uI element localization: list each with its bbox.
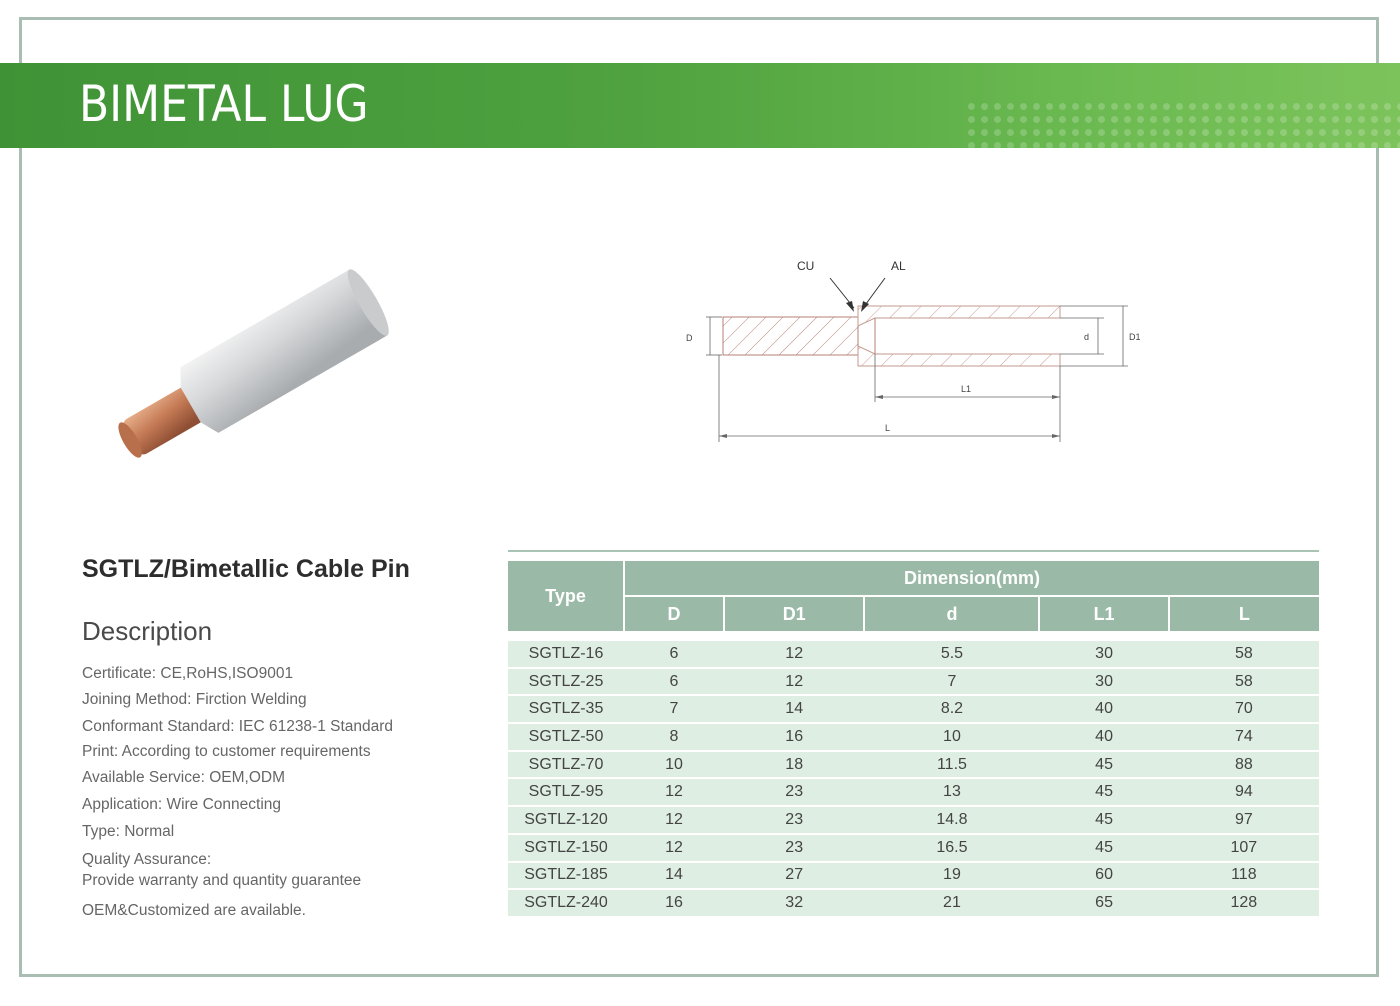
value-cell: 65: [1039, 889, 1168, 916]
value-cell: 8: [624, 723, 724, 751]
value-cell: 94: [1169, 778, 1319, 806]
type-cell: SGTLZ-70: [508, 751, 624, 779]
value-cell: 40: [1039, 723, 1168, 751]
table-spacer-cell: [508, 631, 1319, 640]
value-cell: 16.5: [864, 834, 1039, 862]
type-cell: SGTLZ-16: [508, 640, 624, 668]
cu-label: CU: [797, 259, 815, 273]
d-lower-label: d: [1084, 332, 1090, 342]
table-row: [508, 862, 1319, 890]
table-row: [508, 695, 1319, 723]
value-cell: 97: [1169, 806, 1319, 834]
value-cell: 12: [624, 778, 724, 806]
value-cell: 23: [724, 834, 865, 862]
value-cell: 13: [864, 778, 1039, 806]
value-cell: 6: [624, 640, 724, 668]
l1-label: L1: [961, 384, 972, 394]
value-cell: 19: [864, 862, 1039, 890]
table-row: [508, 668, 1319, 696]
value-cell: 14.8: [864, 806, 1039, 834]
value-cell: 23: [724, 778, 865, 806]
value-cell: 45: [1039, 751, 1168, 779]
type-cell: SGTLZ-185: [508, 862, 624, 890]
description-line: Type: Normal: [82, 823, 175, 840]
description-line: Certificate: CE,RoHS,ISO9001: [82, 665, 294, 682]
type-cell: SGTLZ-25: [508, 668, 624, 696]
value-cell: 5.5: [864, 640, 1039, 668]
description-line: Application: Wire Connecting: [82, 796, 282, 813]
description-line: Print: According to customer requirements: [82, 743, 371, 760]
type-cell: SGTLZ-50: [508, 723, 624, 751]
table-spacer: [508, 631, 1319, 640]
value-cell: 12: [624, 834, 724, 862]
product-title: SGTLZ/Bimetallic Cable Pin: [82, 555, 410, 583]
dimension-header: Dimension(mm): [624, 561, 1319, 596]
value-cell: 45: [1039, 806, 1168, 834]
description-line: Conformant Standard: IEC 61238-1 Standard: [82, 718, 394, 735]
d-upper-label: D: [686, 333, 693, 343]
column-header: D: [624, 596, 724, 631]
table-row: [508, 751, 1319, 779]
column-header: d: [864, 596, 1039, 631]
value-cell: 30: [1039, 668, 1168, 696]
column-header: D1: [724, 596, 865, 631]
description-line: Quality Assurance:: [82, 851, 212, 868]
value-cell: 11.5: [864, 751, 1039, 779]
value-cell: 14: [624, 862, 724, 890]
value-cell: 32: [724, 889, 865, 916]
value-cell: 45: [1039, 834, 1168, 862]
description-line: Available Service: OEM,ODM: [82, 769, 285, 786]
value-cell: 27: [724, 862, 865, 890]
value-cell: 21: [864, 889, 1039, 916]
type-cell: SGTLZ-95: [508, 778, 624, 806]
value-cell: 30: [1039, 640, 1168, 668]
table-top-rule: [508, 550, 1319, 552]
type-cell: SGTLZ-120: [508, 806, 624, 834]
value-cell: 12: [724, 640, 865, 668]
value-cell: 40: [1039, 695, 1168, 723]
dimension-diagram: [680, 250, 1150, 450]
value-cell: 60: [1039, 862, 1168, 890]
banner-title: BIMETAL LUG: [79, 75, 369, 133]
table-row: [508, 834, 1319, 862]
value-cell: 45: [1039, 778, 1168, 806]
value-cell: 12: [624, 806, 724, 834]
description-heading: Description: [82, 616, 213, 646]
d1-label: D1: [1129, 332, 1141, 342]
value-cell: 10: [864, 723, 1039, 751]
type-cell: SGTLZ-35: [508, 695, 624, 723]
value-cell: 7: [864, 668, 1039, 696]
description-line: Joining Method: Firction Welding: [82, 691, 307, 708]
product-image: [95, 255, 425, 475]
l-label: L: [885, 423, 891, 433]
value-cell: 7: [624, 695, 724, 723]
table-row: [508, 723, 1319, 751]
value-cell: 128: [1169, 889, 1319, 916]
table-row: [508, 889, 1319, 916]
type-cell: SGTLZ-240: [508, 889, 624, 916]
value-cell: 107: [1169, 834, 1319, 862]
value-cell: 16: [724, 723, 865, 751]
value-cell: 10: [624, 751, 724, 779]
value-cell: 6: [624, 668, 724, 696]
banner-pattern: [965, 100, 1400, 148]
table-row: [508, 640, 1319, 668]
type-cell: SGTLZ-150: [508, 834, 624, 862]
value-cell: 18: [724, 751, 865, 779]
value-cell: 88: [1169, 751, 1319, 779]
description-line: Provide warranty and quantity guarantee: [82, 872, 362, 889]
column-header: L: [1169, 596, 1319, 631]
table-row: [508, 806, 1319, 834]
value-cell: 14: [724, 695, 865, 723]
spec-table: [508, 561, 1319, 916]
value-cell: 70: [1169, 695, 1319, 723]
value-cell: 16: [624, 889, 724, 916]
value-cell: 12: [724, 668, 865, 696]
value-cell: 58: [1169, 668, 1319, 696]
type-header: Type: [508, 561, 624, 631]
column-header: L1: [1039, 596, 1168, 631]
al-label: AL: [891, 259, 906, 273]
value-cell: 118: [1169, 862, 1319, 890]
value-cell: 58: [1169, 640, 1319, 668]
description-line: OEM&Customized are available.: [82, 902, 306, 919]
value-cell: 8.2: [864, 695, 1039, 723]
value-cell: 74: [1169, 723, 1319, 751]
value-cell: 23: [724, 806, 865, 834]
table-row: [508, 778, 1319, 806]
